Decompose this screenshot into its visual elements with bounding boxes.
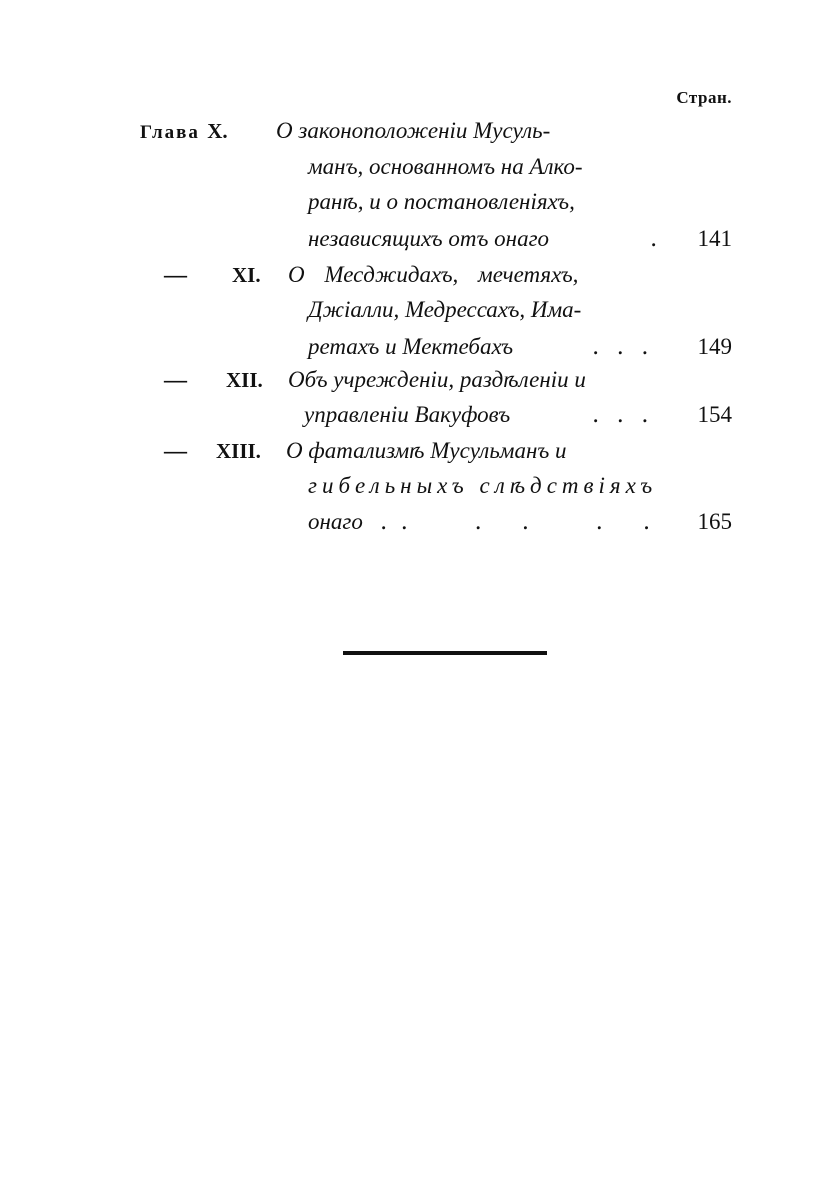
chapter-12-title-line-1: Объ учрежденіи, раздѣленіи и (288, 367, 586, 392)
chapter-11-page-number: 149 (697, 334, 732, 359)
chapter-13-title-line-1: О фатализмѣ Мусульманъ и (286, 438, 567, 463)
chapter-12-dash: — (164, 367, 187, 392)
chapter-10-heading (140, 117, 228, 147)
chapter-10-leaders: . (650, 226, 658, 252)
page-header-label: Стран. (676, 88, 732, 107)
chapter-13-leaders: . . . . . . (380, 509, 651, 535)
chapter-10-page-number: 141 (697, 226, 732, 251)
end-rule-divider (343, 651, 547, 655)
chapter-11-dash: — (164, 262, 187, 287)
chapter-number: X. (207, 119, 228, 143)
chapter-label: Глава (140, 122, 200, 143)
chapter-13-page-number: 165 (697, 509, 732, 534)
chapter-11-number: XI. (232, 263, 261, 287)
chapter-13-title-line-3: онаго (308, 509, 363, 534)
chapter-13-dash: — (164, 438, 187, 463)
chapter-13-number: XIII. (216, 439, 261, 463)
chapter-10-title-line-2: манъ, основанномъ на Алко- (308, 154, 583, 179)
chapter-10-title-line-3: ранѣ, и о постановленіяхъ, (308, 189, 575, 214)
chapter-10-title-line-1: О законоположеніи Мусуль- (276, 118, 551, 143)
chapter-11-title-line-1: О Месджидахъ, мечетяхъ, (288, 262, 579, 287)
chapter-13-title-line-2: гибельныхъ слѣдствіяхъ (308, 473, 658, 498)
chapter-11-leaders: . . . (592, 334, 649, 360)
chapter-12-number: XII. (226, 368, 263, 392)
chapter-11-title-line-2: Джіалли, Медрессахъ, Има- (308, 297, 582, 322)
chapter-12-title-line-2: управленіи Вакуфовъ (304, 402, 511, 427)
chapter-12-leaders: . . . (592, 402, 649, 428)
chapter-10-title-line-4: независящихъ отъ онаго (308, 226, 550, 251)
chapter-12-page-number: 154 (697, 402, 732, 427)
chapter-11-title-line-3: ретахъ и Мектебахъ (308, 334, 514, 359)
